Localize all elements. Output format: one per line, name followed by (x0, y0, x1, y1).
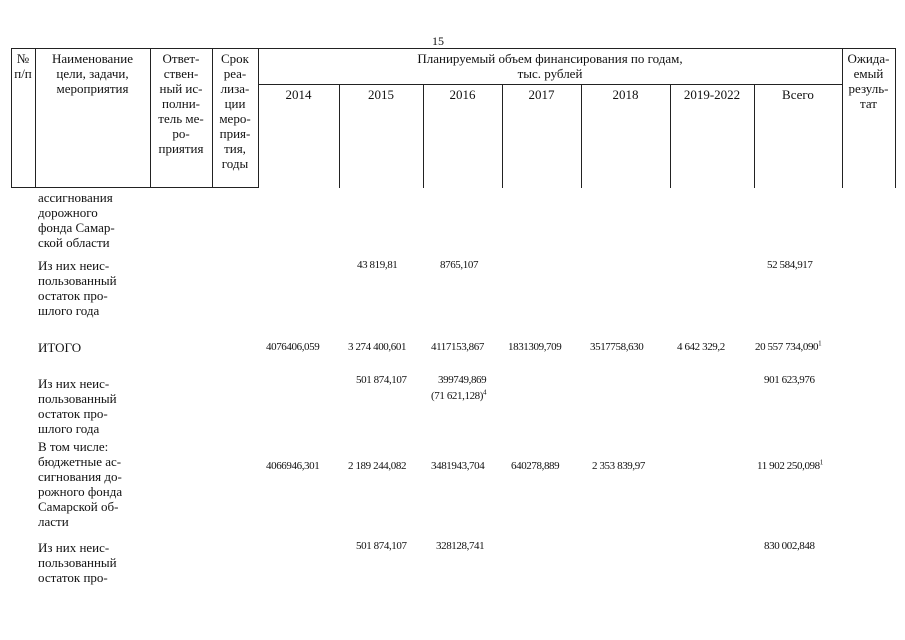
header-col-expected: Ожида- емый резуль- тат (847, 51, 890, 111)
row-name-1: ассигнования дорожного фонда Самар- ской области (38, 190, 115, 250)
total-2017: 1831309,709 (508, 341, 562, 353)
header-year-2018: 2018 (612, 87, 639, 102)
total-2019-2022: 4 642 329,2 (677, 341, 725, 353)
header-top-border (11, 48, 895, 49)
row-4-total-footnote: 1 (819, 458, 823, 467)
header-year-2016: 2016 (449, 87, 476, 102)
row-4-2016: 3481943,704 (431, 460, 485, 472)
header-col-planned: Планируемый объем финансирования по годам, тыс. рублей (417, 51, 683, 81)
total-all-footnote: 1 (818, 339, 822, 348)
row-3-2016-extra (431, 390, 486, 402)
row-4-2018: 2 353 839,97 (592, 460, 645, 472)
row-2-2015: 43 819,81 (357, 259, 398, 271)
header-col-executor: Ответ- ствен- ный ис- полни- тель ме- ро- приятия (158, 51, 204, 156)
header-total: Всего (782, 87, 814, 102)
header-year-2015: 2015 (368, 87, 394, 102)
total-2015: 3 274 400,601 (348, 341, 407, 353)
row-name-2: Из них неис- пользованный остаток про- шлого года (38, 258, 117, 318)
row-3-2016-extra-value: (71 621,128) (431, 390, 484, 402)
row-4-total (757, 460, 823, 472)
row-3-2016-footnote: 4 (483, 388, 487, 397)
row-name-4: В том числе: бюджетные ас- сигнования до- рожного фонда Самарской об- ласти (38, 439, 123, 529)
total-2016: 4117153,867 (431, 341, 484, 353)
row-3-total: 901 623,976 (764, 374, 815, 386)
header-year-2019-2022: 2019-2022 (683, 87, 741, 102)
row-name-3: Из них неис- пользованный остаток про- шлого года (38, 376, 117, 436)
header-border-right (895, 48, 896, 188)
row-3-2015: 501 874,107 (356, 374, 407, 386)
row-name-total: ИТОГО (38, 340, 82, 355)
header-bottom-border (11, 187, 258, 188)
row-2-total: 52 584,917 (767, 259, 813, 271)
row-5-2015: 501 874,107 (356, 540, 407, 552)
total-all (755, 341, 821, 353)
row-4-2014: 4066946,301 (266, 460, 320, 472)
header-col-name: Наименование цели, задачи, мероприятия (52, 51, 133, 96)
page-number: 15 (432, 34, 444, 48)
row-3-2016: 399749,869 (438, 374, 487, 386)
header-year-2014: 2014 (285, 87, 312, 102)
header-year-2017: 2017 (528, 87, 555, 102)
total-2014: 4076406,059 (266, 341, 320, 353)
row-4-2015: 2 189 244,082 (348, 460, 407, 472)
row-4-total-value: 11 902 250,098 (757, 460, 820, 472)
header-col-number: № п/п (14, 51, 32, 81)
row-name-5: Из них неис- пользованный остаток про- (38, 540, 117, 585)
total-all-value: 20 557 734,090 (755, 341, 819, 353)
row-4-2017: 640278,889 (511, 460, 560, 472)
row-2-2016: 8765,107 (440, 259, 479, 271)
row-5-total: 830 002,848 (764, 540, 815, 552)
header-col-term: Срок реа- лиза- ции меро- прия- тия, годы (219, 51, 251, 171)
total-2018: 3517758,630 (590, 341, 644, 353)
row-5-2016: 328128,741 (436, 540, 485, 552)
